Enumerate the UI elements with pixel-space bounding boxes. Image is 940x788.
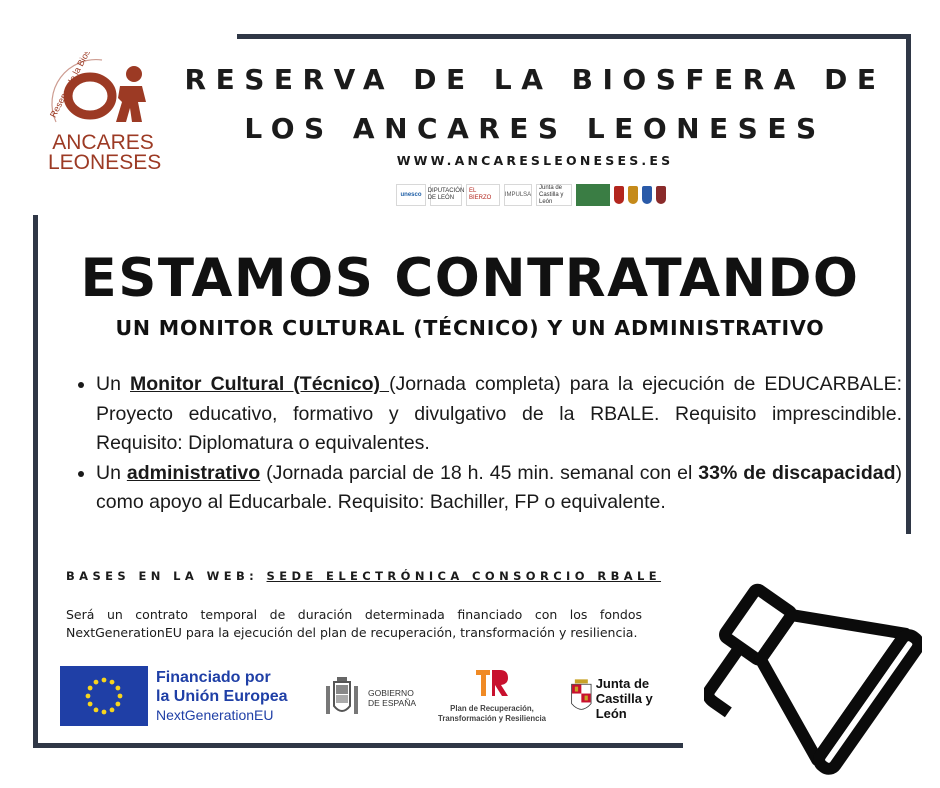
gobierno-line-2: DE ESPAÑA (368, 698, 417, 708)
spain-coat-of-arms-icon (322, 676, 362, 720)
logo-line-2: LEONESES (48, 151, 162, 174)
offer-description: ) como apoyo al Educarbale. Requisito: Bachiller, FP o equivalente. (96, 461, 902, 513)
green-partner-logo (576, 184, 610, 206)
website-url[interactable]: WWW.ANCARESLEONESES.ES (396, 153, 674, 168)
main-subtitle: UN MONITOR CULTURAL (TÉCNICO) Y UN ADMINISTRATIVO (115, 316, 825, 340)
partner-logos-strip (396, 182, 666, 208)
prtr-line-1: Plan de Recuperación, (450, 704, 534, 713)
frame-left-border (33, 215, 38, 748)
bases-line (66, 569, 661, 583)
eu-text-line-3: NextGenerationEU (156, 706, 274, 723)
offer-prefix: Un (96, 461, 127, 484)
eu-text-line-2: la Unión Europea (156, 687, 288, 705)
ancares-leoneses-logo (42, 52, 160, 177)
list-item (96, 370, 902, 459)
junta-line-2: Castilla y León (595, 690, 653, 721)
megaphone-icon (704, 548, 922, 778)
logo-line-1: ANCARES (52, 131, 154, 154)
biosphere-logo-icon (42, 52, 160, 132)
gobierno-espana-logo (322, 676, 418, 720)
junta-cyl-small-logo: Junta de Castilla y León (536, 184, 572, 206)
prtr-line-2: Transformación y Resiliencia (438, 714, 546, 723)
header-title-line-2: LOS ANCARES LEONESES (244, 112, 826, 145)
offer-prefix: Un (96, 373, 131, 395)
gobierno-line-1: GOBIERNO (368, 688, 414, 698)
frame-bottom-border (33, 743, 683, 748)
castilla-leon-shield-icon (570, 675, 593, 721)
eu-funding-logo (60, 666, 296, 726)
plan-recuperacion-logo (424, 668, 560, 728)
unesco-logo: unesco (396, 184, 426, 206)
frame-top-border (237, 34, 911, 39)
diputacion-leon-logo: DIPUTACIÓN DE LEÓN (430, 184, 462, 206)
contract-description: Será un contrato temporal de duración determinada financiado con los fondos NextGenerationEU para la ejecución del plan de recuperación, transformación y resiliencia. (66, 607, 642, 640)
svg-text:Reserva de la Biosfera: Reserva de la Biosfera (47, 52, 100, 120)
impulsa-logo: IMPULSA (504, 184, 532, 206)
municipal-shield-icon (614, 186, 624, 204)
offer-highlight: 33% de discapacidad (698, 461, 896, 484)
eu-text-line-1: Financiado por (156, 668, 271, 686)
offer-role: Monitor Cultural (Técnico) (130, 373, 390, 395)
municipal-shield-icon (656, 186, 666, 204)
municipal-shield-icon (642, 186, 652, 204)
sede-electronica-link[interactable]: SEDE ELECTRÓNICA CONSORCIO RBALE (266, 569, 662, 583)
job-offers-list (68, 370, 902, 518)
header-title-line-1: RESERVA DE LA BIOSFERA DE (184, 63, 886, 96)
eu-flag-icon (60, 666, 148, 726)
el-bierzo-logo: EL BIERZO (466, 184, 500, 206)
junta-line-1: Junta de (595, 675, 650, 691)
offer-role: administrativo (126, 461, 261, 484)
main-title: ESTAMOS CONTRATANDO (80, 248, 860, 309)
frame-right-border (906, 34, 911, 534)
bases-label: BASES EN LA WEB: (66, 569, 267, 583)
prtr-tr-icon (472, 668, 512, 698)
offer-description: (Jornada completa) para la ejecución de EDUCARBALE: Proyecto educativo, formativo y divulgativo de la RBALE. Requisito imprescindible. Requisito: Diplomatura o equivalentes. (96, 373, 902, 454)
list-item (96, 459, 902, 518)
municipal-shield-icon (628, 186, 638, 204)
offer-description: (Jornada parcial de 18 h. 45 min. semanal con el (260, 461, 699, 484)
junta-castilla-leon-logo (570, 668, 670, 728)
